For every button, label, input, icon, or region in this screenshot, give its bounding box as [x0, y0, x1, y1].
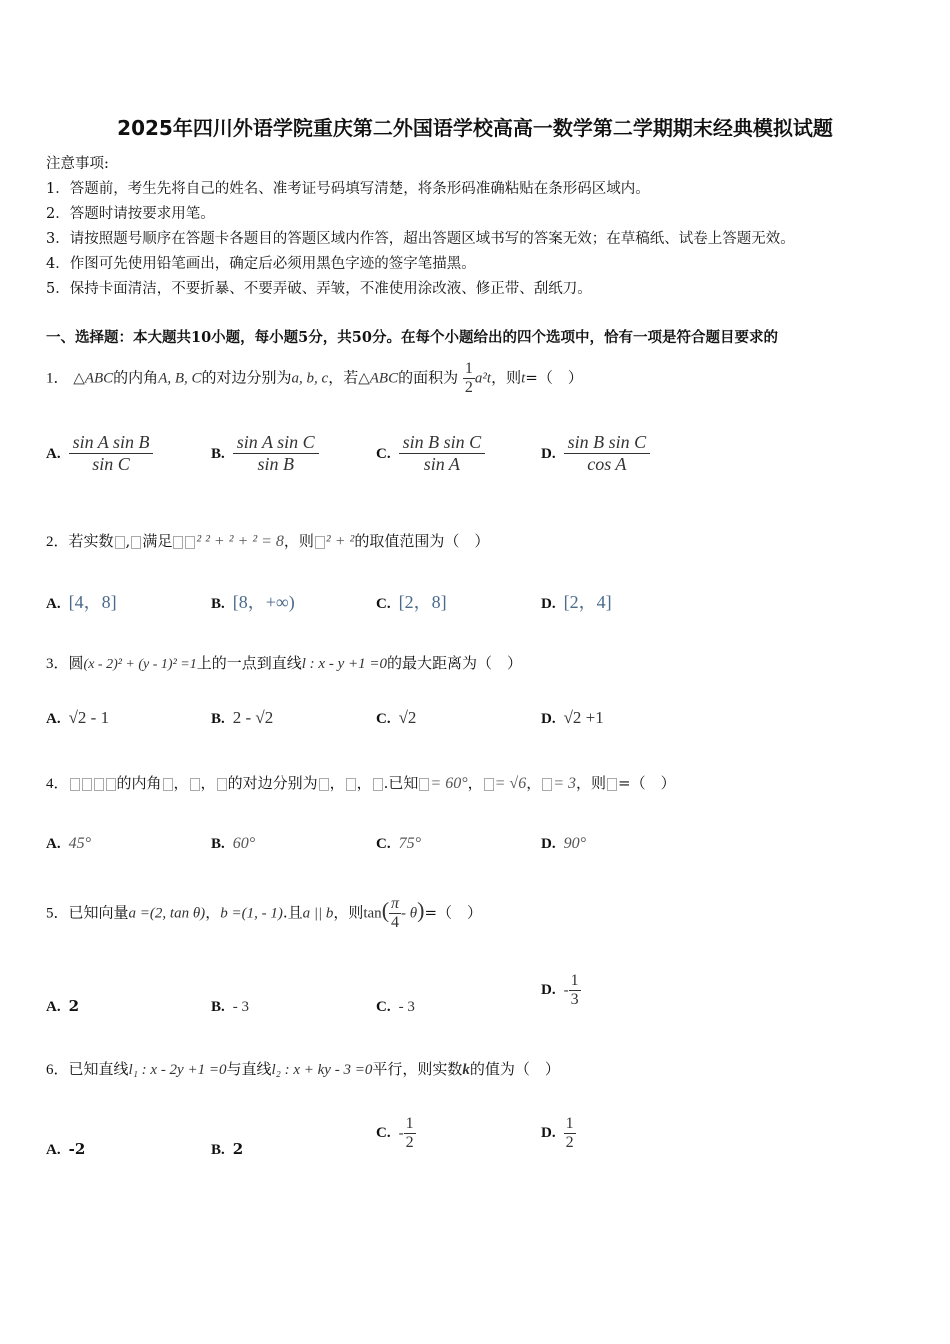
q3-option-b[interactable]: B. 2 - √2	[211, 708, 274, 727]
q2-option-d[interactable]: D. [2，4]	[541, 592, 612, 612]
note-item: 3．请按照题号顺序在答题卡各题目的答题区域内作答，超出答题区域书写的答案无效；在草稿纸、试卷上答题无效。	[46, 231, 795, 247]
triangle-symbol: △ABC	[73, 370, 114, 387]
q2-option-a[interactable]: A. [4，8]	[46, 592, 117, 612]
section-heading: 一、选择题：本大题共10小题，每小题5分，共50分。在每个小题给出的四个选项中，恰有一项是符合题目要求的	[46, 329, 778, 346]
q4-option-d[interactable]: D. 90°	[541, 835, 586, 852]
q1-option-c[interactable]: C. $\frac{\text{sin B sin C}}{\text{sin A}}$	[376, 432, 485, 475]
q5-option-c[interactable]: C. - 3	[376, 999, 415, 1015]
question-3: 3．圆(x - 2)² + (y - 1)² =1上的一点到直线l : x - y +1 =0的最大距离为（ ）	[46, 654, 522, 672]
q5-option-b[interactable]: B. - 3	[211, 999, 250, 1015]
q6-option-b[interactable]: B. 2	[211, 1140, 244, 1158]
question-1: 1． △ABC的内角A, B, C的对边分别为a, b, c，若△ABC的面积为 $\frac{1}{2}$ a²t，则t=（ ）	[46, 360, 583, 396]
q1-option-a[interactable]: A. $\frac{\text{sin A sin B}}{\text{sin C}}$	[46, 432, 153, 475]
q3-option-d[interactable]: D. √2 +1	[541, 708, 604, 727]
q1-option-b[interactable]: B. $\frac{\text{sin A sin C}}{\text{sin B}}$	[211, 432, 319, 475]
question-2: 2．若实数 , 满足 ² ² + ² + ² = 8，则 ² + ²的取值范围为（ ）	[46, 532, 490, 550]
q5-option-a[interactable]: A. 2	[46, 997, 80, 1015]
q6-option-c[interactable]: C. - $\frac{1}{2}$	[376, 1115, 414, 1151]
note-item: 1．答题前，考生先将自己的姓名、准考证号码填写清楚，将条形码准确粘贴在条形码区域内。	[46, 181, 650, 197]
fraction-half: $\frac{1}{2}$	[464, 360, 473, 396]
q1-option-d[interactable]: D. $\frac{\text{sin B sin C}}{\text{cos A}}$	[541, 432, 650, 475]
q6-option-a[interactable]: A. -2	[46, 1140, 86, 1158]
note-item: 2．答题时请按要求用笔。	[46, 206, 215, 222]
notes-heading: 注意事项:	[46, 156, 109, 172]
page-title: 2025年四川外语学院重庆第二外国语学校高高一数学第二学期期末经典模拟试题	[117, 116, 833, 140]
question-6: 6．已知直线l₁ : x - 2y +1 =0与直线l₂ : x + ky - 3 =0平行，则实数k的值为（ ）	[46, 1060, 560, 1078]
q4-option-b[interactable]: B. 60°	[211, 835, 256, 852]
q5-option-d[interactable]: D. - $\frac{1}{3}$	[541, 972, 579, 1008]
q2-option-c[interactable]: C. [2，8]	[376, 592, 447, 612]
note-item: 4．作图可先使用铅笔画出，确定后必须用黑色字迹的签字笔描黑。	[46, 256, 476, 272]
q4-option-a[interactable]: A. 45°	[46, 835, 91, 852]
note-item: 5．保持卡面清洁，不要折暴、不要弄破、弄皱，不准使用涂改液、修正带、刮纸刀。	[46, 281, 592, 297]
q6-option-d[interactable]: D. $\frac{1}{2}$	[541, 1115, 574, 1151]
question-5: 5．已知向量a =(2, tan θ)，b =(1, - 1).且a || b，则tan( $\frac{\pi}{4}$ - θ)=（ ）	[46, 895, 483, 931]
question-4: 4． 的内角 ， ， 的对边分别为 ， ， .已知 = 60°， = √6， = 3，则 =（ ）	[46, 774, 676, 792]
q2-option-b[interactable]: B. [8，+∞)	[211, 592, 295, 612]
q3-option-a[interactable]: A. √2 - 1	[46, 708, 110, 727]
q4-option-c[interactable]: C. 75°	[376, 835, 421, 852]
q3-option-c[interactable]: C. √2	[376, 708, 417, 727]
